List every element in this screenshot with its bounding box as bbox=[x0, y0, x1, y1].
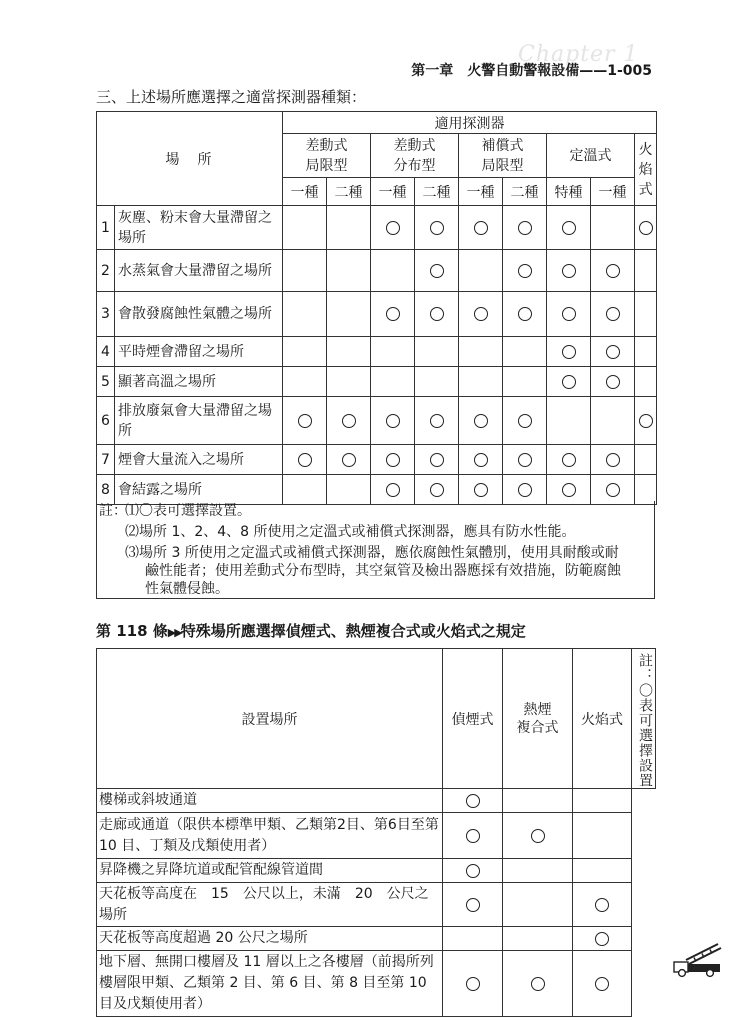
mark-cell bbox=[573, 951, 632, 1017]
mark-cell bbox=[327, 206, 371, 250]
place-name: 顯著高溫之場所 bbox=[115, 367, 283, 397]
detector-type-header: 差動式 分布型 bbox=[371, 134, 459, 178]
mark-cell bbox=[591, 206, 635, 250]
place-name: 灰塵、粉末會大量滯留之場所 bbox=[115, 206, 283, 250]
circle-mark-icon bbox=[531, 977, 545, 991]
mark-cell bbox=[503, 206, 547, 250]
circle-mark-icon bbox=[386, 483, 400, 497]
table-row bbox=[97, 951, 656, 1017]
circle-mark-icon bbox=[639, 414, 653, 428]
note-3-line-2: 鹼性能者；使用差動式分布型時，其空氣管及檢出器應採有效措施，防範腐蝕 bbox=[145, 563, 621, 579]
place-name: 煙會大量流入之場所 bbox=[115, 445, 283, 475]
mark-cell bbox=[635, 337, 657, 367]
mark-cell bbox=[635, 250, 657, 292]
circle-mark-icon bbox=[298, 414, 312, 428]
mark-cell bbox=[573, 813, 632, 859]
grade-header: 一種 bbox=[459, 178, 503, 206]
mark-cell bbox=[591, 250, 635, 292]
table-row bbox=[97, 883, 656, 927]
place-name: 昇降機之昇降坑道或配管配線管道間 bbox=[97, 859, 443, 883]
circle-mark-icon bbox=[639, 221, 653, 235]
mark-cell bbox=[283, 475, 327, 505]
mark-cell bbox=[283, 206, 327, 250]
article-title: 特殊場所應選擇偵煙式、熱煙複合式或火焰式之規定 bbox=[180, 622, 526, 640]
mark-cell bbox=[635, 206, 657, 250]
circle-mark-icon bbox=[342, 414, 356, 428]
mark-cell bbox=[283, 445, 327, 475]
table-row bbox=[97, 250, 657, 292]
mark-cell bbox=[503, 337, 547, 367]
mark-cell bbox=[547, 206, 591, 250]
mark-cell bbox=[503, 859, 573, 883]
mark-cell bbox=[547, 337, 591, 367]
mark-cell bbox=[371, 206, 415, 250]
circle-mark-icon bbox=[342, 453, 356, 467]
circle-mark-icon bbox=[606, 453, 620, 467]
row-number: 6 bbox=[97, 397, 115, 445]
circle-mark-icon bbox=[562, 375, 576, 389]
mark-cell bbox=[443, 883, 503, 927]
note-1: ⑴〇表可選擇設置。 bbox=[125, 503, 251, 519]
mark-cell bbox=[415, 445, 459, 475]
circle-mark-icon bbox=[606, 375, 620, 389]
note-3-line-1: ⑶場所 3 所使用之定溫式或補償式探測器，應依腐蝕性氣體別，使用具耐酸或耐 bbox=[125, 545, 619, 561]
circle-mark-icon bbox=[474, 483, 488, 497]
mark-cell bbox=[327, 250, 371, 292]
mark-cell bbox=[371, 475, 415, 505]
mark-cell bbox=[283, 250, 327, 292]
mark-cell bbox=[327, 475, 371, 505]
circle-mark-icon bbox=[595, 898, 609, 912]
note-2: ⑵場所 1、2、4、8 所使用之定溫式或補償式探測器，應具有防水性能。 bbox=[125, 524, 576, 540]
grade-header: 一種 bbox=[371, 178, 415, 206]
circle-mark-icon bbox=[474, 221, 488, 235]
row-number: 1 bbox=[97, 206, 115, 250]
table-row bbox=[97, 927, 656, 951]
circle-mark-icon bbox=[518, 414, 532, 428]
mark-cell bbox=[327, 397, 371, 445]
mark-cell bbox=[591, 337, 635, 367]
subject-label: 火警自動警報設備 bbox=[467, 63, 580, 79]
chapter-watermark: Chapter 1 bbox=[518, 42, 639, 67]
place-column-header: 場 所 bbox=[97, 112, 283, 206]
circle-mark-icon bbox=[466, 829, 480, 843]
mark-cell bbox=[459, 397, 503, 445]
circle-mark-icon bbox=[606, 483, 620, 497]
table-row bbox=[97, 475, 657, 505]
table-row bbox=[97, 859, 656, 883]
mark-cell bbox=[443, 813, 503, 859]
grade-header: 二種 bbox=[415, 178, 459, 206]
circle-mark-icon bbox=[606, 307, 620, 321]
circle-mark-icon bbox=[518, 453, 532, 467]
circle-mark-icon bbox=[531, 829, 545, 843]
mark-cell bbox=[459, 206, 503, 250]
circle-mark-icon bbox=[595, 932, 609, 946]
place-name: 地下層、無開口樓層及 11 層以上之各樓層（前揭所列樓層限甲類、乙類第 2 目、第 6 目、第 8 目至第 10 目及戊類使用者） bbox=[97, 951, 443, 1017]
mark-cell bbox=[573, 927, 632, 951]
table-row bbox=[97, 337, 657, 367]
circle-mark-icon bbox=[466, 898, 480, 912]
mark-cell bbox=[591, 475, 635, 505]
side-note: 註：〇表可選擇設置 bbox=[632, 649, 656, 789]
place-name: 樓梯或斜坡通道 bbox=[97, 789, 443, 813]
flame-header: 火焰式 bbox=[573, 649, 632, 789]
mark-cell bbox=[591, 445, 635, 475]
circle-mark-icon bbox=[430, 221, 444, 235]
mark-cell bbox=[547, 397, 591, 445]
page-number: ——1-005 bbox=[579, 63, 652, 79]
mark-cell bbox=[371, 292, 415, 337]
mark-cell bbox=[371, 367, 415, 397]
mark-cell bbox=[459, 337, 503, 367]
circle-mark-icon bbox=[518, 221, 532, 235]
circle-mark-icon bbox=[474, 414, 488, 428]
circle-mark-icon bbox=[562, 345, 576, 359]
mark-cell bbox=[635, 397, 657, 445]
circle-mark-icon bbox=[430, 483, 444, 497]
table-row bbox=[97, 789, 656, 813]
applicable-detectors-header: 適用探測器 bbox=[283, 112, 657, 134]
mark-cell bbox=[547, 292, 591, 337]
row-number: 5 bbox=[97, 367, 115, 397]
place-name: 會結露之場所 bbox=[115, 475, 283, 505]
mark-cell bbox=[547, 445, 591, 475]
mark-cell bbox=[591, 292, 635, 337]
mark-cell bbox=[503, 292, 547, 337]
mark-cell bbox=[573, 859, 632, 883]
article-heading bbox=[96, 620, 526, 641]
mark-cell bbox=[371, 250, 415, 292]
mark-cell bbox=[503, 951, 573, 1017]
place-name: 天花板等高度在 15 公尺以上，未滿 20 公尺之場所 bbox=[97, 883, 443, 927]
circle-mark-icon bbox=[518, 483, 532, 497]
circle-mark-icon bbox=[466, 794, 480, 808]
mark-cell bbox=[459, 445, 503, 475]
mark-cell bbox=[503, 789, 573, 813]
table-row bbox=[97, 445, 657, 475]
table-row bbox=[97, 813, 656, 859]
mark-cell bbox=[415, 475, 459, 505]
place-header: 設置場所 bbox=[97, 649, 443, 789]
place-name: 排放廢氣會大量滯留之場所 bbox=[115, 397, 283, 445]
row-number: 3 bbox=[97, 292, 115, 337]
circle-mark-icon bbox=[466, 864, 480, 878]
mark-cell bbox=[503, 367, 547, 397]
chapter-label: 第一章 bbox=[411, 63, 454, 79]
article-number: 第 118 條 bbox=[96, 622, 168, 640]
table-row bbox=[97, 292, 657, 337]
special-place-table bbox=[96, 648, 656, 1017]
place-name: 平時煙會滯留之場所 bbox=[115, 337, 283, 367]
mark-cell bbox=[459, 250, 503, 292]
running-header bbox=[411, 60, 652, 80]
circle-mark-icon bbox=[562, 221, 576, 235]
mark-cell bbox=[503, 813, 573, 859]
table-row bbox=[97, 206, 657, 250]
row-number: 8 bbox=[97, 475, 115, 505]
circle-mark-icon bbox=[386, 414, 400, 428]
circle-mark-icon bbox=[562, 307, 576, 321]
mark-cell bbox=[443, 789, 503, 813]
circle-mark-icon bbox=[562, 483, 576, 497]
grade-header: 二種 bbox=[327, 178, 371, 206]
combined-header-text: 熱煙 複合式 bbox=[516, 701, 559, 736]
circle-mark-icon bbox=[430, 264, 444, 278]
mark-cell bbox=[327, 367, 371, 397]
detector-type-header: 補償式 局限型 bbox=[459, 134, 547, 178]
table-row bbox=[97, 367, 657, 397]
mark-cell bbox=[547, 475, 591, 505]
mark-cell bbox=[283, 292, 327, 337]
row-number: 7 bbox=[97, 445, 115, 475]
mark-cell bbox=[443, 951, 503, 1017]
mark-cell bbox=[459, 292, 503, 337]
mark-cell bbox=[415, 292, 459, 337]
mark-cell bbox=[591, 397, 635, 445]
mark-cell bbox=[415, 250, 459, 292]
table-row bbox=[97, 397, 657, 445]
detector-type-header: 定溫式 bbox=[547, 134, 635, 178]
mark-cell bbox=[283, 397, 327, 445]
mark-cell bbox=[371, 445, 415, 475]
mark-cell bbox=[443, 859, 503, 883]
circle-mark-icon bbox=[474, 307, 488, 321]
circle-mark-icon bbox=[386, 307, 400, 321]
notes-prefix: 註： bbox=[99, 503, 127, 519]
circle-mark-icon bbox=[474, 453, 488, 467]
row-number: 2 bbox=[97, 250, 115, 292]
mark-cell bbox=[283, 337, 327, 367]
mark-cell bbox=[371, 397, 415, 445]
mark-cell bbox=[415, 397, 459, 445]
circle-mark-icon bbox=[430, 307, 444, 321]
mark-cell bbox=[503, 883, 573, 927]
circle-mark-icon bbox=[562, 264, 576, 278]
mark-cell bbox=[415, 206, 459, 250]
mark-cell bbox=[503, 397, 547, 445]
mark-cell bbox=[635, 292, 657, 337]
mark-cell bbox=[573, 789, 632, 813]
mark-cell bbox=[459, 367, 503, 397]
circle-mark-icon bbox=[562, 453, 576, 467]
mark-cell bbox=[503, 927, 573, 951]
circle-mark-icon bbox=[518, 264, 532, 278]
mark-cell bbox=[415, 367, 459, 397]
grade-header: 特種 bbox=[547, 178, 591, 206]
circle-mark-icon bbox=[595, 977, 609, 991]
mark-cell bbox=[503, 445, 547, 475]
grade-header: 一種 bbox=[591, 178, 635, 206]
detector-type-header: 差動式 局限型 bbox=[283, 134, 371, 178]
circle-mark-icon bbox=[298, 453, 312, 467]
mark-cell bbox=[371, 337, 415, 367]
place-name: 天花板等高度超過 20 公尺之場所 bbox=[97, 927, 443, 951]
fire-truck-icon bbox=[672, 942, 724, 978]
place-name: 走廊或通道（限供本標準甲類、乙類第2目、第6目至第 10 目、丁類及戊類使用者） bbox=[97, 813, 443, 859]
mark-cell bbox=[415, 337, 459, 367]
combined-header bbox=[503, 649, 573, 789]
mark-cell bbox=[503, 250, 547, 292]
circle-mark-icon bbox=[430, 414, 444, 428]
place-name: 會散發腐蝕性氣體之場所 bbox=[115, 292, 283, 337]
circle-mark-icon bbox=[386, 221, 400, 235]
grade-header: 二種 bbox=[503, 178, 547, 206]
row-number: 4 bbox=[97, 337, 115, 367]
circle-mark-icon bbox=[518, 307, 532, 321]
smoke-header: 偵煙式 bbox=[443, 649, 503, 789]
mark-cell bbox=[443, 927, 503, 951]
circle-mark-icon bbox=[430, 453, 444, 467]
section-title: 三、上述場所應選擇之適當探測器種類： bbox=[96, 88, 367, 106]
grade-header: 一種 bbox=[283, 178, 327, 206]
place-name: 水蒸氣會大量滯留之場所 bbox=[115, 250, 283, 292]
mark-cell bbox=[327, 292, 371, 337]
mark-cell bbox=[547, 367, 591, 397]
circle-mark-icon bbox=[466, 977, 480, 991]
detector-selection-table bbox=[96, 111, 657, 505]
mark-cell bbox=[591, 367, 635, 397]
note-3-line-3: 性氣體侵蝕。 bbox=[145, 581, 229, 597]
mark-cell bbox=[635, 367, 657, 397]
detector-type-header: 火 焰 式 bbox=[635, 134, 657, 206]
mark-cell bbox=[503, 475, 547, 505]
table-notes bbox=[96, 501, 655, 599]
mark-cell bbox=[327, 337, 371, 367]
mark-cell bbox=[327, 445, 371, 475]
circle-mark-icon bbox=[386, 453, 400, 467]
circle-mark-icon bbox=[606, 264, 620, 278]
mark-cell bbox=[459, 475, 503, 505]
mark-cell bbox=[635, 475, 657, 505]
mark-cell bbox=[283, 367, 327, 397]
mark-cell bbox=[573, 883, 632, 927]
arrows-icon: ▶▶ bbox=[167, 626, 181, 639]
mark-cell bbox=[547, 250, 591, 292]
circle-mark-icon bbox=[606, 345, 620, 359]
mark-cell bbox=[635, 445, 657, 475]
